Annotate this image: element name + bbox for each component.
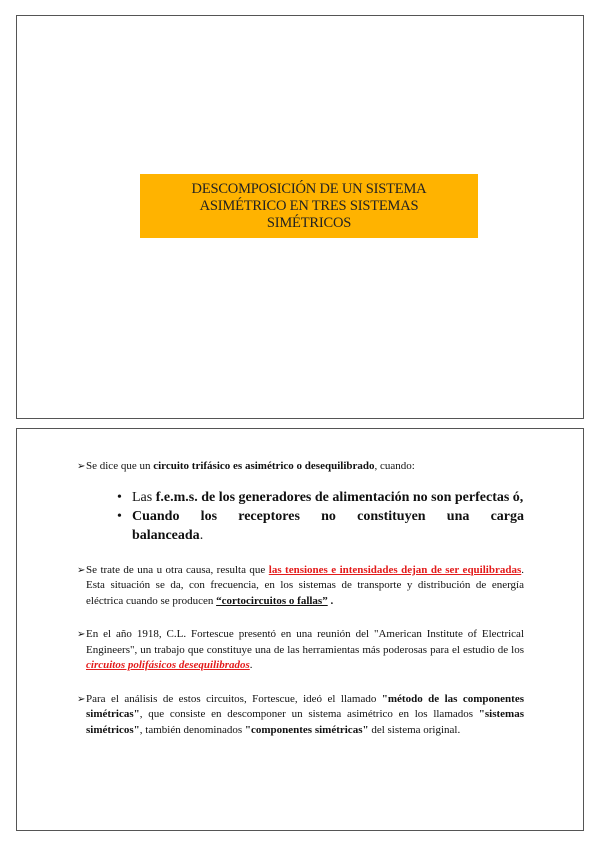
p4-text-bold-2: "sistemas simétricos" <box>86 708 524 736</box>
p2-text-c: . Esta situación se da, con frecuencia, en los sistemas de transporte y distribución de energía eléctrica cuando se producen <box>86 563 524 607</box>
arrow-bullet-icon: ➢ <box>77 564 86 576</box>
p4-text-e: , también denominados <box>139 723 245 736</box>
p1-text-a: Se dice que un <box>86 460 154 472</box>
p4-text-c: , que consiste en descomponer un sistema asimétrico en los llamados <box>139 708 479 720</box>
bullet-item-1 <box>77 488 524 507</box>
slide-content <box>77 459 524 738</box>
p4-text-bold-1: "método de las componentes simétricas" <box>86 692 524 720</box>
title-line-3: SIMÉTRICOS <box>266 214 352 231</box>
bullet-1-text-a: Las <box>132 489 156 505</box>
paragraph-2 <box>77 563 524 610</box>
p4-text-a: Para el análisis de estos circuitos, Fortescue, ideó el llamado <box>86 692 382 705</box>
paragraph-1 <box>77 459 524 475</box>
title-box <box>140 174 478 238</box>
p2-text-a: Se trate de una u otra causa, resulta que <box>86 563 269 576</box>
title-line-2: ASIMÉTRICO EN TRES SISTEMAS <box>199 197 419 214</box>
p2-text-e: . <box>327 594 334 607</box>
bullet-item-2 <box>77 507 524 545</box>
slide-2 <box>16 428 584 831</box>
bullet-list <box>77 488 524 545</box>
p3-text-a: En el año 1918, C.L. Fortescue presentó en una reunión del "American Institute of Electrical Engineers", un trabajo que constituye una de las herramientas más poderosas para el estudio de los <box>86 628 524 656</box>
paragraph-4 <box>77 692 524 739</box>
arrow-bullet-icon: ➢ <box>77 629 86 640</box>
bullet-2-text-bold: Cuando los receptores no constituyen una carga <box>132 508 524 524</box>
slide-title <box>192 181 427 232</box>
slide-1 <box>16 15 584 419</box>
bullet-dot-icon: • <box>117 508 122 524</box>
arrow-bullet-icon: ➢ <box>77 693 86 705</box>
p4-text-bold-3: "componentes simétricas" <box>244 723 369 736</box>
bullet-dot-icon: • <box>117 489 122 505</box>
bullet-2-text-b: balanceada <box>132 527 200 543</box>
arrow-bullet-icon: ➢ <box>77 461 86 472</box>
p4-text-g: del sistema original. <box>368 723 461 736</box>
p3-highlight: circuitos polifásicos desequilibrados <box>86 659 250 671</box>
p2-text-underlined: “cortocircuitos o fallas” <box>216 594 328 607</box>
title-line-1: DESCOMPOSICIÓN DE UN SISTEMA <box>191 180 427 197</box>
p1-text-bold: circuito trifásico es asimétrico o desequilibrado <box>153 460 375 472</box>
bullet-2-text-c: . <box>199 527 204 543</box>
p3-text-c: . <box>249 659 253 671</box>
p1-text-c: , cuando: <box>374 460 415 472</box>
paragraph-3 <box>77 627 524 674</box>
p2-highlight: las tensiones e intensidades dejan de ser equilibradas <box>268 563 522 576</box>
bullet-1-text-bold: f.e.m.s. de los generadores de alimentación no son perfectas ó, <box>155 489 524 505</box>
